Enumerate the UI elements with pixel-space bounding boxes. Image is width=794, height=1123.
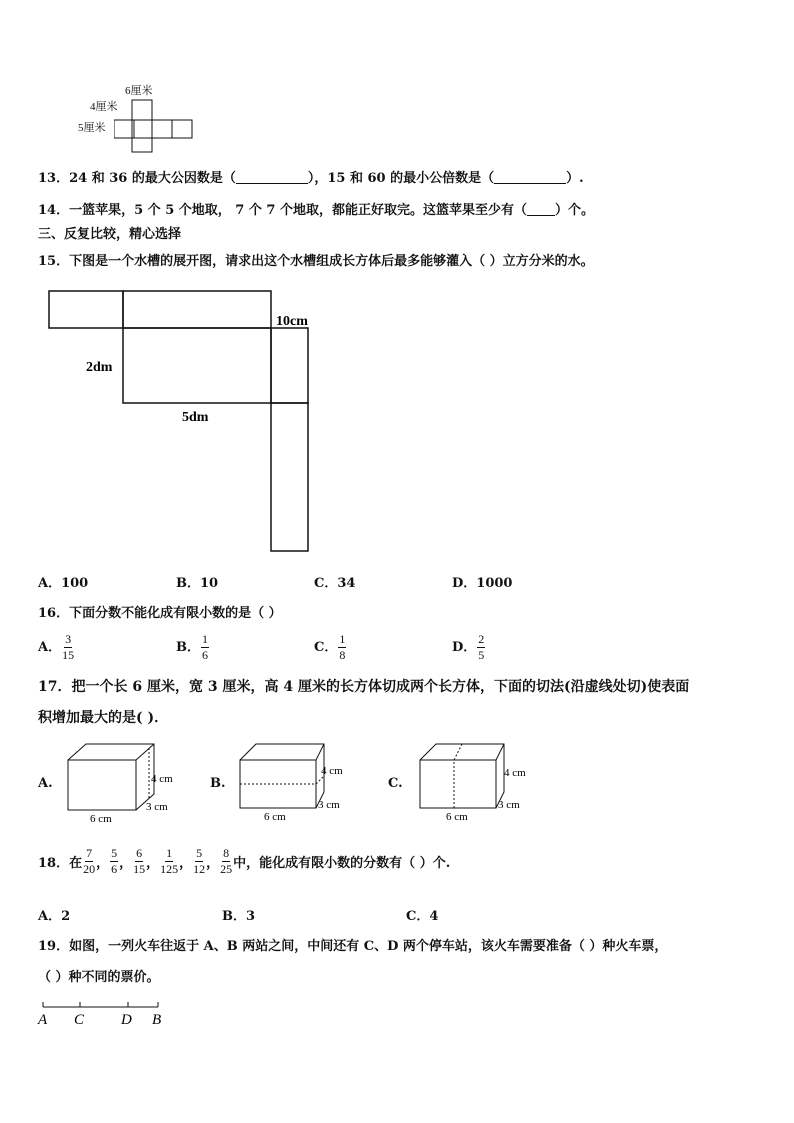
fraction: $\frac{8}{25}$ xyxy=(220,846,233,876)
q16-option-a-letter: A． xyxy=(38,640,62,655)
q18-option-c[interactable]: C．4 xyxy=(406,909,439,924)
net-squares xyxy=(114,96,196,156)
q17-option-a[interactable]: A. xyxy=(38,776,53,791)
fraction: $\frac{2}{5}$ xyxy=(478,632,485,662)
q17-box-b xyxy=(232,740,362,825)
q17-box-c xyxy=(412,740,542,825)
fraction: $\frac{7}{20}$ xyxy=(83,846,96,876)
fraction: $\frac{3}{15}$ xyxy=(62,632,75,662)
q17c-width: 3 cm xyxy=(498,799,520,811)
question-18 xyxy=(38,846,450,877)
q15-label-2dm: 2dm xyxy=(86,360,113,375)
q14-text-a: 14．一篮苹果，5 个 5 个地取， 7 个 7 个地取，都能正好取完。这篮苹果至少有（ xyxy=(38,203,527,218)
q17b-width: 3 cm xyxy=(318,799,340,811)
q18-suffix: 中，能化成有限小数的分数有（ ）个. xyxy=(233,856,451,871)
cube-net-figure xyxy=(78,80,198,156)
net-row-label: 5厘米 xyxy=(78,122,106,134)
q13-text-c: ）. xyxy=(566,171,584,186)
q15-option-d[interactable]: D．1000 xyxy=(452,576,513,591)
q19-station-line xyxy=(36,998,176,1030)
fraction: $\frac{6}{15}$ xyxy=(133,846,146,876)
q16-option-c[interactable] xyxy=(314,632,347,663)
q17-box-a xyxy=(60,742,190,827)
station-d-label: D xyxy=(121,1012,132,1028)
q18-sep: ， xyxy=(96,856,110,871)
station-c-label: C xyxy=(74,1012,85,1028)
q15-label-5dm: 5dm xyxy=(182,410,209,425)
fraction: $\frac{5}{12}$ xyxy=(193,846,206,876)
q14-text-b: ）个。 xyxy=(554,203,594,218)
q17-option-c[interactable]: C. xyxy=(388,776,403,791)
q18-prefix: 18．在 xyxy=(38,856,83,871)
q18-sep: ， xyxy=(146,856,160,871)
question-13 xyxy=(38,167,584,186)
q16-option-a[interactable] xyxy=(38,632,75,663)
net-top-label: 6厘米 xyxy=(125,85,153,97)
q17c-height: 4 cm xyxy=(504,767,526,779)
fraction: $\frac{1}{6}$ xyxy=(202,632,208,662)
q17b-length: 6 cm xyxy=(264,811,286,823)
q16-option-c-letter: C． xyxy=(314,640,338,655)
q17a-length: 6 cm xyxy=(90,813,112,825)
station-a-label: A xyxy=(38,1012,48,1028)
station-b-label: B xyxy=(152,1012,162,1028)
q13-blank-2[interactable] xyxy=(494,171,566,184)
q18-sep: ， xyxy=(119,856,133,871)
q15-label-10cm: 10cm xyxy=(276,314,308,329)
q14-blank[interactable] xyxy=(527,203,555,216)
q13-blank-1[interactable] xyxy=(236,171,308,184)
q15-net-diagram xyxy=(40,285,340,560)
q15-option-b[interactable]: B．10 xyxy=(176,576,219,591)
q15-option-c[interactable]: C．34 xyxy=(314,576,356,591)
fraction: $\frac{1}{8}$ xyxy=(339,632,346,662)
question-19-line1: 19．如图，一列火车往返于 A、B 两站之间，中间还有 C、D 两个停车站，该火车需要准备（ ）种火车票， xyxy=(38,939,668,954)
fraction: $\frac{5}{6}$ xyxy=(111,846,118,876)
q18-option-a[interactable]: A．2 xyxy=(38,909,71,924)
net-side-label: 4厘米 xyxy=(90,101,118,113)
question-15-text: 15．下图是一个水槽的展开图，请求出这个水槽组成长方体后最多能够灌入（ ）立方分米的水。 xyxy=(38,254,594,269)
q16-option-d-letter: D． xyxy=(452,640,477,655)
question-14 xyxy=(38,199,594,218)
q17a-width: 3 cm xyxy=(146,801,168,813)
question-17-line1: 17．把一个长 6 厘米，宽 3 厘米，高 4 厘米的长方体切成两个长方体，下面的切法(沿虚线处切)使表面 xyxy=(38,679,690,695)
q16-option-b-letter: B． xyxy=(176,640,200,655)
section-3-title: 三、反复比较，精心选择 xyxy=(38,227,182,242)
q16-option-b[interactable] xyxy=(176,632,210,663)
q18-option-b[interactable]: B．3 xyxy=(222,909,256,924)
question-17-line2: 积增加最大的是( )． xyxy=(38,710,169,726)
question-16-text: 16．下面分数不能化成有限小数的是（ ） xyxy=(38,606,282,621)
q13-text-b: ），15 和 60 的最小公倍数是（ xyxy=(307,171,495,186)
q18-sep: ， xyxy=(179,856,193,871)
q13-text-a: 13．24 和 36 的最大公因数是（ xyxy=(38,171,236,186)
q18-sep: ， xyxy=(206,856,220,871)
q17c-length: 6 cm xyxy=(446,811,468,823)
fraction: $\frac{1}{125}$ xyxy=(160,846,179,876)
question-19-line2: （ ）种不同的票价。 xyxy=(38,970,160,985)
q17a-height: 4 cm xyxy=(151,773,173,785)
q17b-height: 4 cm xyxy=(321,765,343,777)
q16-option-d[interactable] xyxy=(452,632,486,663)
q17-option-b[interactable]: B. xyxy=(210,776,226,791)
q15-option-a[interactable]: A．100 xyxy=(38,576,89,591)
